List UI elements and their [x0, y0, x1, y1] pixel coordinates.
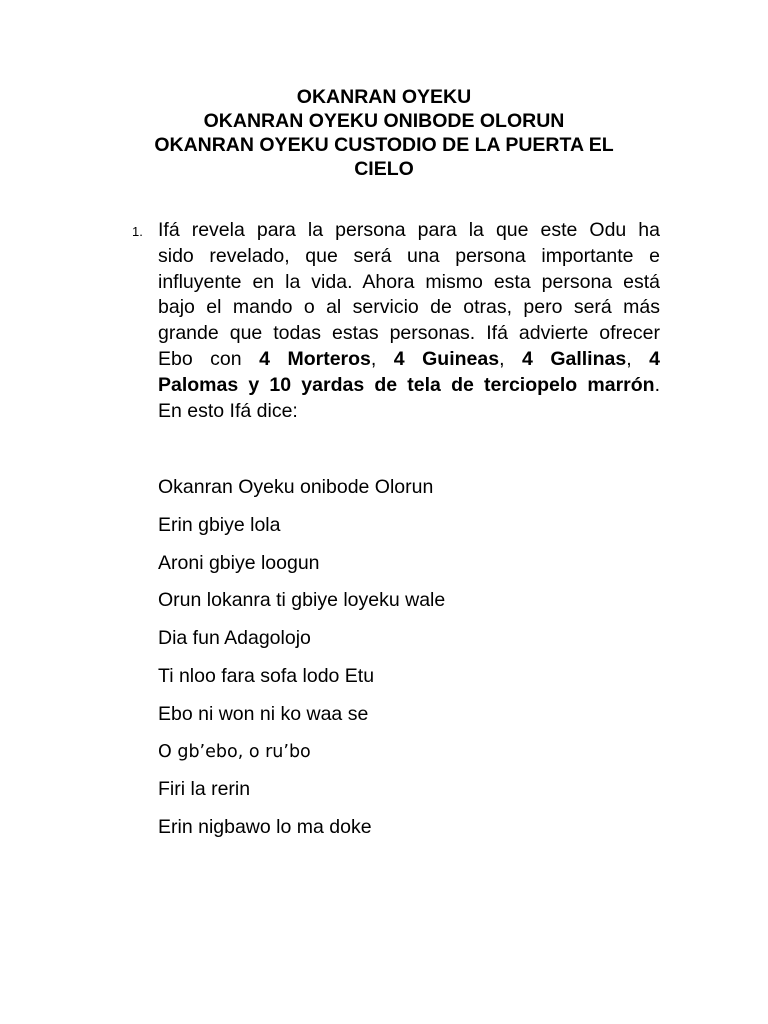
paragraph-line: influyente en la vida. Ahora mismo esta persona está	[158, 270, 660, 293]
subtitle-line: OKANRAN OYEKU CUSTODIO DE LA PUERTA EL	[154, 134, 614, 156]
bold-offering: 4 Morteros	[259, 347, 371, 370]
text-run: ,	[370, 347, 394, 370]
verse-list	[158, 474, 445, 852]
subtitle-line: CIELO	[354, 158, 414, 180]
verse-line: Orun lokanra ti gbiye loyeku wale	[158, 589, 446, 612]
title-line: OKANRAN OYEKU	[296, 86, 472, 108]
paragraph-line	[158, 373, 660, 399]
verse-line: Firi la rerin	[158, 778, 251, 801]
bold-offering: 4 Gallinas	[521, 347, 627, 370]
verse-line: Erin nigbawo lo ma doke	[158, 816, 372, 839]
paragraph-line: grande que todas estas personas. Ifá advierte ofrecer	[158, 322, 660, 345]
paragraph-line	[158, 347, 660, 373]
text-run: ,	[626, 347, 650, 370]
paragraph-line: sido revelado, que será una persona importante e	[158, 244, 660, 267]
paragraph-line: bajo el mando o al servicio de otras, pero será más	[158, 296, 660, 319]
verse-line: Dia fun Adagolojo	[158, 627, 311, 650]
text-run: ,	[499, 347, 522, 370]
bold-offering: 4 Guineas	[393, 347, 500, 370]
verse-line: Okanran Oyeku onibode Olorun	[158, 476, 434, 498]
bold-offering: 4	[649, 347, 660, 370]
verse-line: Ebo ni won ni ko waa se	[158, 702, 369, 725]
verse-line: Erin gbiye lola	[158, 513, 281, 536]
text-run: .	[654, 373, 660, 396]
subtitle-line: OKANRAN OYEKU ONIBODE OLORUN	[203, 110, 565, 132]
verse-line: Aroni gbiye loogun	[158, 551, 320, 574]
text-run: Ebo con	[158, 347, 260, 370]
paragraph-line: Ifá revela para la persona para la que este Odu ha	[158, 219, 660, 241]
verse-line: O gb’ebo, o ru’bo	[158, 741, 311, 762]
paragraph-text	[158, 218, 660, 424]
bold-offering: Palomas y 10 yardas de tela de terciopelo marrón	[158, 373, 655, 396]
title-block	[120, 85, 648, 181]
paragraph-line: En esto Ifá dice:	[158, 399, 298, 422]
verse-line: Ti nloo fara sofa lodo Etu	[158, 664, 375, 687]
list-number: 1.	[132, 224, 143, 239]
